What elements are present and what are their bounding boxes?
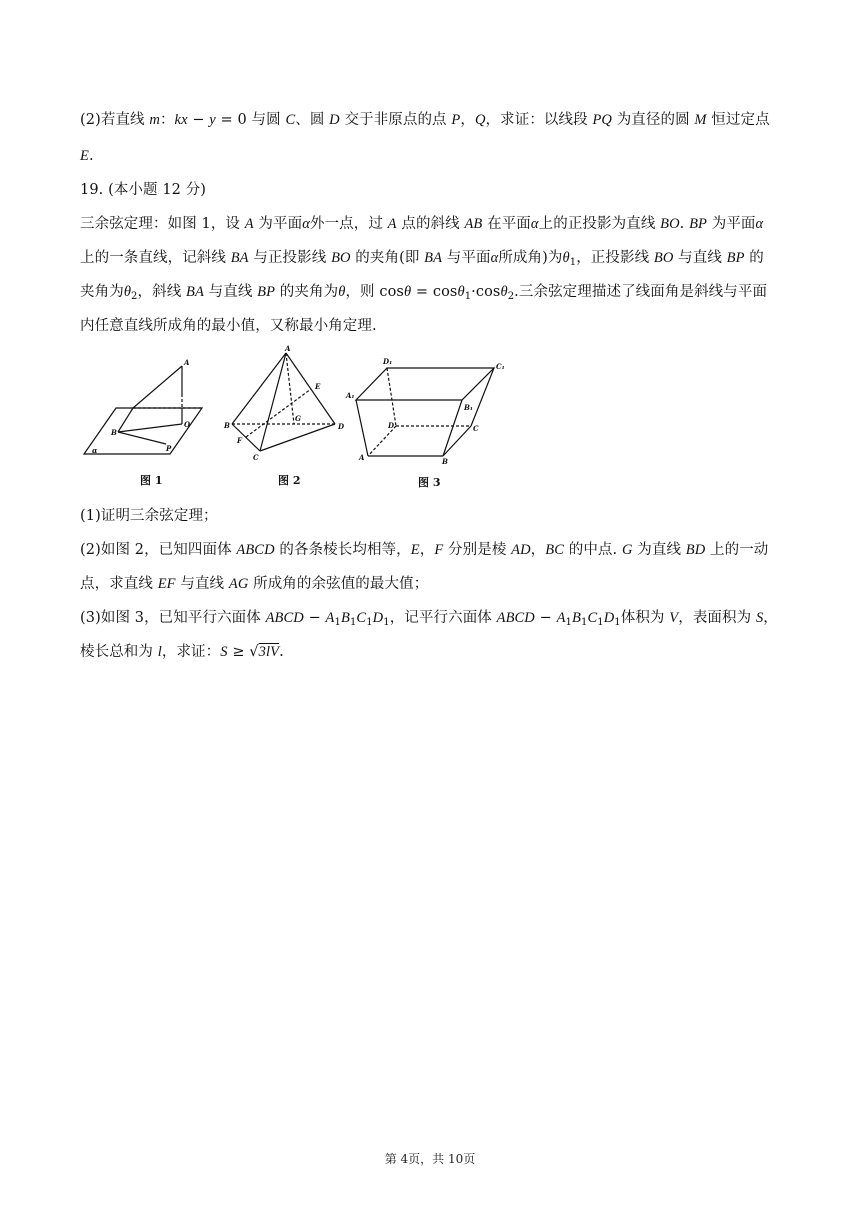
fig3-label-A1: A₁ — [346, 391, 355, 400]
subscript: 1 — [569, 257, 577, 268]
fig1-caption: 图 1 — [140, 474, 163, 487]
text-run: 交于非原点的点 — [339, 112, 452, 128]
text-line — [80, 282, 780, 307]
text-run: − — [303, 610, 326, 626]
math-symbol: A — [244, 216, 254, 232]
subscript: 1 — [366, 617, 373, 628]
text-run: 的夹角(即 — [350, 250, 425, 266]
text-run: 所成角)为 — [498, 250, 563, 266]
math-symbol: l — [157, 644, 162, 660]
text-run: 上的一动 — [705, 542, 769, 558]
fig3-label-C: C — [473, 424, 479, 433]
text-run: ，斜线 — [137, 284, 187, 300]
fig2-label-A: A — [285, 344, 291, 353]
subscript: 1 — [334, 617, 341, 628]
subscript: 1 — [565, 617, 572, 628]
math-symbol: BA — [230, 250, 249, 266]
subscript: 1 — [614, 617, 621, 628]
math-symbol: S — [755, 610, 764, 626]
text-run: 与正投影线 — [248, 250, 332, 266]
text-run: ，则 cos — [345, 284, 404, 300]
math-symbol: θ — [457, 284, 465, 300]
edge-DA-hidden — [368, 426, 396, 456]
math-symbol: AB — [464, 216, 483, 232]
math-symbol: D — [603, 610, 615, 626]
segment-AB-lower — [118, 408, 133, 432]
math-symbol: Q — [474, 112, 486, 128]
text-line — [80, 316, 780, 336]
text-run: ，正投影线 — [576, 250, 654, 266]
edge-B1B — [443, 400, 462, 456]
math-symbol: BD — [685, 542, 706, 558]
fig1-label-B: B — [111, 428, 117, 437]
text-run: 、圆 — [295, 112, 330, 128]
subscript: 1 — [383, 617, 390, 628]
math-symbol: D — [372, 610, 384, 626]
math-symbol: α — [302, 216, 310, 232]
text-run: . — [679, 216, 690, 232]
text-run: 内任意直线所成角的最小值，又称最小角定理. — [80, 318, 377, 334]
segment-BO — [118, 424, 182, 432]
text-run: ， — [419, 542, 435, 558]
text-run: 与直线 — [175, 576, 229, 592]
edge-BC — [443, 426, 471, 456]
text-run: 为平面 — [253, 216, 303, 232]
segment-BP — [118, 432, 166, 444]
fig3-label-B1: B₁ — [464, 403, 473, 412]
edge-CD — [260, 424, 335, 451]
fig3-caption: 图 3 — [418, 476, 441, 489]
math-symbol: PQ — [592, 112, 612, 128]
subscript: 2 — [507, 291, 515, 302]
text-run: 为平面 — [707, 216, 756, 232]
text-run: 的各条棱长均相等， — [274, 542, 411, 558]
text-run: . — [279, 644, 284, 660]
text-run: 点的斜线 — [396, 216, 465, 232]
math-symbol: G — [621, 542, 633, 558]
fig3-label-D1: D₁ — [383, 357, 393, 366]
text-run: 19. (本小题 12 分) — [80, 182, 207, 198]
text-run: 分别是棱 — [443, 542, 512, 558]
math-symbol: B — [340, 610, 350, 626]
math-symbol: E — [80, 148, 89, 164]
math-symbol: θ — [403, 284, 412, 300]
text-line — [80, 642, 780, 662]
text-run: 的中点. — [564, 542, 622, 558]
text-run: . — [88, 148, 94, 164]
text-run: ·cos — [471, 284, 501, 300]
math-symbol: BC — [545, 542, 565, 558]
text-run: (2)若直线 — [80, 112, 150, 128]
text-run: 棱长总和为 — [80, 644, 158, 660]
text-run: (1)证明三余弦定理； — [80, 508, 218, 524]
fig2-label-F: F — [237, 436, 242, 445]
page-footer: 第 4页，共 10页 — [384, 1152, 476, 1166]
math-symbol: M — [694, 112, 707, 128]
math-symbol: BA — [186, 284, 204, 300]
math-symbol: BO — [660, 216, 680, 232]
math-symbol: BP — [257, 284, 276, 300]
math-symbol: θ — [338, 284, 346, 300]
math-symbol: kx — [174, 112, 188, 128]
math-symbol: F — [434, 542, 444, 558]
text-run: ≥ √ — [227, 644, 259, 660]
math-symbol: θ — [123, 284, 132, 300]
fig3-label-D: D — [388, 421, 395, 430]
text-line — [80, 110, 780, 130]
math-symbol: ABCD — [265, 610, 304, 626]
math-symbol: C — [356, 610, 367, 626]
math-symbol: C — [285, 112, 296, 128]
plane-alpha — [84, 408, 202, 454]
fig3-label-C1: C₁ — [496, 362, 505, 371]
math-symbol: α — [490, 250, 499, 266]
fig2-label-E: E — [315, 382, 321, 391]
text-line — [80, 214, 780, 234]
math-symbol: A — [387, 216, 397, 232]
fig2-label-D: D — [338, 422, 345, 431]
math-symbol: V — [669, 610, 679, 626]
segment-EF-hidden — [246, 389, 311, 437]
fig1-label-A: A — [184, 358, 190, 367]
text-run: (3)如图 3，已知平行六面体 — [80, 610, 266, 626]
math-symbol: P — [451, 112, 461, 128]
text-run: ， — [460, 112, 475, 128]
text-run: 的夹角为 — [275, 284, 339, 300]
subscript: 1 — [580, 617, 588, 628]
text-run: 夹角为 — [80, 284, 124, 300]
fig1-label-P: P — [166, 444, 172, 453]
text-line — [80, 540, 780, 560]
math-symbol: E — [410, 542, 420, 558]
text-run: 与直线 — [673, 250, 727, 266]
text-run: 在平面 — [482, 216, 531, 232]
fig1-label-O: O — [184, 420, 191, 429]
text-run: 恒过定点 — [706, 112, 770, 128]
math-symbol: BO — [653, 250, 674, 266]
text-line — [80, 146, 780, 166]
text-line — [80, 506, 780, 526]
text-run: 为直径的圆 — [611, 112, 695, 128]
math-symbol: θ — [562, 250, 570, 266]
text-run: ，表面积为 — [678, 610, 756, 626]
math-symbol: BP — [689, 216, 708, 232]
subscript: 2 — [131, 291, 138, 302]
text-run: .三余弦定理描述了线面角是斜线与平面 — [514, 284, 768, 300]
text-run: ， — [763, 610, 778, 626]
math-symbol: D — [329, 112, 340, 128]
math-symbol: α — [755, 216, 764, 232]
math-symbol: y — [209, 112, 216, 128]
math-symbol: BA — [424, 250, 443, 266]
text-run: 的 — [744, 250, 764, 266]
math-symbol: B — [572, 610, 581, 626]
figure-2 — [232, 353, 335, 451]
math-symbol: BO — [331, 250, 351, 266]
math-symbol: ABCD — [496, 610, 535, 626]
fig3-label-A: A — [359, 453, 365, 462]
text-run: = 0 与圆 — [215, 112, 286, 128]
text-run: − — [187, 112, 210, 128]
subscript: 1 — [349, 617, 357, 628]
top-face — [356, 368, 494, 400]
text-line — [80, 574, 780, 594]
fig2-caption: 图 2 — [278, 474, 301, 487]
edge-AB — [232, 353, 286, 424]
math-symbol: BP — [726, 250, 745, 266]
text-run: ： — [159, 112, 175, 128]
math-symbol: 3lV — [258, 644, 280, 660]
segment-AB-upper — [133, 366, 182, 408]
text-run: ， — [530, 542, 546, 558]
subscript: 1 — [597, 617, 604, 628]
math-symbol: m — [149, 112, 160, 128]
text-run: 与直线 — [203, 284, 258, 300]
text-run: 点，求直线 — [80, 576, 158, 592]
figures-group — [80, 344, 505, 494]
math-symbol: ABCD — [236, 542, 275, 558]
text-line — [80, 608, 780, 633]
edge-C1C — [471, 368, 494, 426]
fig2-label-B: B — [224, 421, 230, 430]
text-line — [80, 180, 780, 200]
text-run: 体积为 — [620, 610, 670, 626]
text-run: 外一点，过 — [309, 216, 388, 232]
math-symbol: A — [325, 610, 335, 626]
subscript: 1 — [464, 291, 472, 302]
edge-D1D-hidden — [387, 368, 396, 426]
edge-AC — [260, 353, 286, 451]
text-run: = cos — [411, 284, 458, 300]
math-symbol: AG — [228, 576, 249, 592]
fig2-label-C: C — [253, 453, 259, 462]
fig2-label-G: G — [295, 414, 301, 423]
text-run: 与平面 — [442, 250, 491, 266]
text-run: ，记平行六面体 — [389, 610, 497, 626]
text-run: (2)如图 2，已知四面体 — [80, 542, 237, 558]
text-run: − — [534, 610, 557, 626]
figure-3 — [356, 368, 494, 456]
math-symbol: C — [587, 610, 598, 626]
math-symbol: θ — [500, 284, 508, 300]
fig1-label-alpha: α — [92, 446, 98, 455]
math-symbol: AD — [511, 542, 531, 558]
text-run: 为直线 — [632, 542, 686, 558]
figure-1 — [84, 366, 202, 454]
figures-svg — [80, 344, 505, 494]
math-symbol: EF — [157, 576, 176, 592]
math-symbol: α — [530, 216, 539, 232]
text-run: ，求证： — [161, 644, 221, 660]
edge-A1A — [356, 400, 368, 456]
math-symbol: S — [220, 644, 228, 660]
text-run: 上的一条直线，记斜线 — [80, 250, 231, 266]
text-run: 上的正投影为直线 — [538, 216, 661, 232]
text-run: ，求证：以线段 — [485, 112, 593, 128]
text-line — [80, 248, 780, 273]
text-run: 三余弦定理：如图 1，设 — [80, 216, 245, 232]
math-symbol: A — [556, 610, 566, 626]
fig3-label-B: B — [442, 457, 448, 466]
text-run: 所成角的余弦值的最大值； — [248, 576, 429, 592]
